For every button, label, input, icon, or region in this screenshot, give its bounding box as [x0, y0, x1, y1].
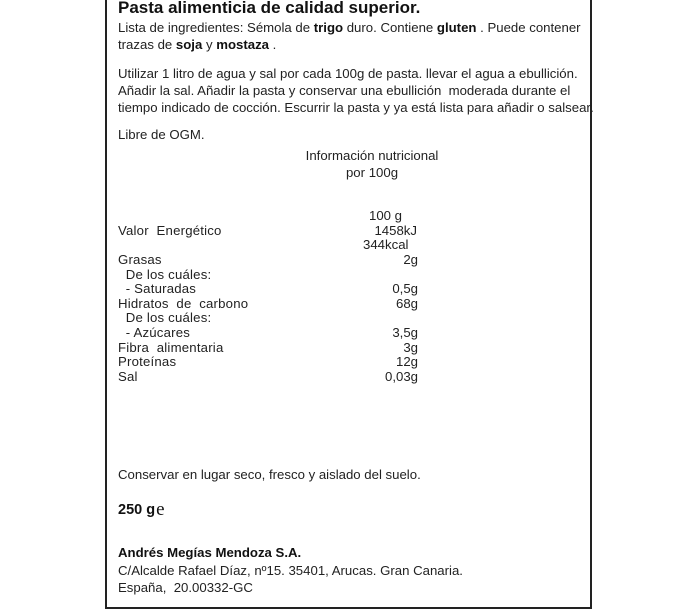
instructions-line-3: tiempo indicado de cocción. Escurrir la pasta y ya está lista para añadir o salsear. — [118, 100, 594, 115]
nutrition-value: 3g — [403, 339, 418, 355]
nutrition-label: - Saturadas — [118, 281, 197, 297]
nutrition-value: 3,5g — [392, 325, 418, 340]
ingredients-line-1 — [118, 19, 581, 36]
manufacturer-address: C/Alcalde Rafael Díaz, nº15. 35401, Arucas. Gran Canaria. — [118, 563, 463, 578]
nutrition-label: De los cuáles: — [118, 266, 212, 282]
nutrition-row — [118, 252, 418, 268]
product-title: Pasta alimenticia de calidad superior. — [118, 0, 421, 17]
gmo-free-note: Libre de OGM. — [118, 127, 205, 142]
nutrition-row — [118, 369, 418, 385]
nutrition-label: Grasas — [118, 252, 162, 267]
nutrition-label: - Azúcares — [118, 325, 191, 340]
ingredients-text: Lista de ingredientes: Sémola de — [118, 20, 314, 35]
nutrition-column-header: 100 g — [369, 208, 403, 223]
nutrition-value: 0,03g — [384, 368, 418, 384]
instructions-line-2: Añadir la sal. Añadir la pasta y conservar una ebullición moderada durante el — [118, 83, 571, 98]
allergen-soja: soja — [175, 37, 203, 52]
ingredients-text: y — [202, 37, 217, 52]
ingredients-list — [118, 19, 581, 53]
nutrition-value: 0,5g — [392, 281, 418, 297]
nutrition-label: Valor Energético — [118, 223, 222, 238]
ingredients-text: duro. Contiene — [343, 20, 437, 35]
nutrition-heading-basis: por 100g — [345, 165, 399, 180]
net-weight-value: 250 g — [118, 502, 156, 518]
net-weight — [118, 498, 165, 520]
allergen-gluten: gluten — [436, 20, 477, 35]
manufacturer-registry: España, 20.00332-GC — [118, 580, 253, 595]
nutrition-label: Fibra alimentaria — [118, 339, 224, 355]
nutrition-value: 12g — [395, 354, 418, 370]
manufacturer-name: Andrés Megías Mendoza S.A. — [118, 545, 302, 560]
nutrition-heading-title: Información nutricional — [305, 148, 439, 163]
instructions-line-1: Utilizar 1 litro de agua y sal por cada 100g de pasta. llevar el agua a ebullición. — [118, 66, 578, 81]
nutrition-heading — [277, 147, 467, 181]
nutrition-label: Sal — [118, 368, 138, 384]
nutrition-value: 68g — [395, 295, 418, 311]
nutrition-value-kcal: 344kcal — [363, 237, 409, 252]
ingredients-text: trazas de — [118, 37, 176, 52]
nutrition-label: Hidratos de carbono — [118, 295, 249, 311]
product-label — [105, 0, 592, 609]
nutrition-row — [118, 340, 418, 356]
allergen-mostaza: mostaza — [216, 37, 270, 52]
nutrition-row — [118, 296, 418, 312]
nutrition-value-kj: 1458kJ — [374, 223, 417, 238]
ingredients-text: . Puede contener — [476, 20, 581, 35]
storage-instructions: Conservar en lugar seco, fresco y aislado del suelo. — [118, 467, 421, 482]
nutrition-row — [118, 325, 418, 341]
ingredients-line-2 — [118, 36, 581, 53]
nutrition-value: 2g — [403, 252, 418, 267]
nutrition-row — [118, 281, 418, 297]
nutrition-label: Proteínas — [118, 354, 177, 370]
allergen-trigo: trigo — [313, 20, 344, 35]
nutrition-row — [118, 267, 418, 283]
nutrition-row — [118, 354, 418, 370]
nutrition-row — [118, 310, 418, 326]
cooking-instructions — [118, 65, 594, 116]
nutrition-label: De los cuáles: — [118, 310, 212, 326]
ingredients-text: . — [269, 37, 277, 52]
estimated-sign-icon: e — [156, 499, 165, 520]
